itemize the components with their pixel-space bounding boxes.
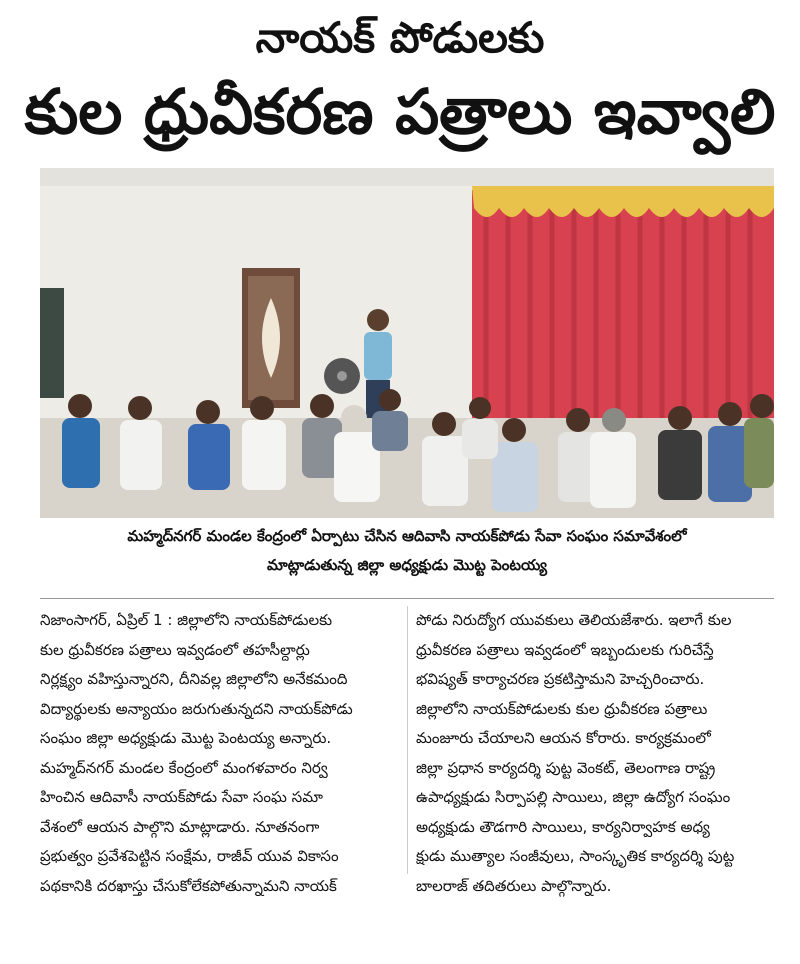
column-line: భవిష్యత్ కార్యాచరణ ప్రకటిస్తామని హెచ్చరించారు. xyxy=(416,670,705,688)
column-line: పోడు నిరుద్యోగ యువకులు తెలియజేశారు. ఇలాగే కుల xyxy=(416,611,732,629)
column-line: హించిన ఆదివాసీ నాయక్‌పోడు సేవా సంఘ సమా xyxy=(40,788,323,806)
column-line: మంజూరు చేయాలని ఆయన కోరారు. కార్యక్రమంలో xyxy=(416,729,711,747)
column-line: అధ్యక్షుడు తౌడగారి సాయిలు, కార్యనిర్వాహక అధ్య xyxy=(416,817,710,836)
caption-line: మాట్లాడుతున్న జిల్లా అధ్యక్షుడు మొట్ట పెంటయ్య xyxy=(267,556,547,574)
photo-caption xyxy=(40,522,774,580)
article-column-right xyxy=(416,606,778,901)
column-line: జిల్లా ప్రధాన కార్యదర్శి పుట్ట వెంకట్, తెలంగాణ రాష్ట్ర xyxy=(416,758,716,777)
news-photo xyxy=(40,168,774,518)
column-line: వేశంలో ఆయన పాల్గొని మాట్లాడారు. నూతనంగా xyxy=(40,817,320,836)
meeting-photo-illustration xyxy=(40,168,774,518)
column-line: కుల ధ్రువీకరణ పత్రాలు ఇవ్వడంలో తహసీల్దార్లు xyxy=(40,640,310,659)
article-column-left xyxy=(40,606,402,901)
article-kicker: నాయక్ పోడులకు xyxy=(255,13,545,62)
column-divider xyxy=(407,606,408,874)
column-line: విద్యార్థులకు అన్యాయం జరుగుతున్నదని నాయక్‌పోడు xyxy=(40,699,353,718)
column-line: ఉపాధ్యక్షుడు సిర్పాపల్లి సాయిలు, జిల్లా ఉద్యోగ సంఘం xyxy=(416,788,731,806)
column-line: జిల్లాలోని నాయక్‌పోడులకు కుల ధ్రువీకరణ పత్రాలు xyxy=(416,699,708,718)
column-line: క్షుడు ముత్యాల సంజీవులు, సాంస్కృతిక కార్యదర్శి పుట్ట xyxy=(416,847,735,865)
column-line: ధ్రువీకరణ పత్రాలు ఇవ్వడంలో ఇబ్బందులకు గురిచేస్తే xyxy=(416,640,714,659)
column-line: పథకానికి దరఖాస్తు చేసుకోలేకపోతున్నామని నాయక్ xyxy=(40,876,337,895)
article-headline: కుల ధ్రువీకరణ పత్రాలు ఇవ్వాలి xyxy=(24,75,776,148)
column-line: నిజాంసాగర్, ఏప్రిల్ 1 : జిల్లాలోని నాయక్‌పోడులకు xyxy=(40,611,333,629)
column-line: ప్రభుత్వం ప్రవేశపెట్టిన సంక్షేమ, రాజీవ్ యువ వికాసం xyxy=(40,847,339,865)
column-line: నిర్లక్ష్యం వహిస్తున్నారని, దీనివల్ల జిల్లాలోని అనేకమంది xyxy=(40,670,348,688)
column-line: సంఘం జిల్లా అధ్యక్షుడు మొట్ట పెంటయ్య అన్నారు. xyxy=(40,729,332,747)
caption-line: మహ్మద్‌నగర్ మండల కేంద్రంలో ఏర్పాటు చేసిన ఆదివాసి నాయక్‌పోడు సేవా సంఘం సమావేశంలో xyxy=(127,527,687,545)
caption-divider xyxy=(40,598,774,599)
column-line: మహ్మద్‌నగర్ మండల కేంద్రంలో మంగళవారం నిర్వ xyxy=(40,758,328,777)
column-line: బాలరాజ్ తదితరులు పాల్గొన్నారు. xyxy=(416,876,612,895)
